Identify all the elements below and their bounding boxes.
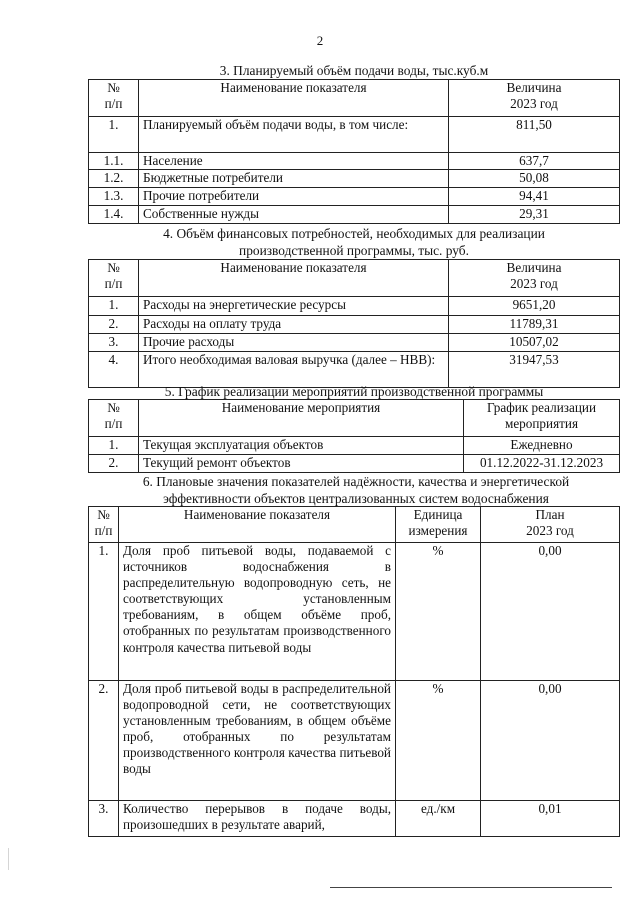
table-row (89, 455, 620, 473)
header-name: Наименование показателя (139, 260, 449, 297)
row-unit: % (396, 543, 481, 681)
row-value: 0,01 (481, 801, 620, 837)
header-value: График реализации мероприятия (464, 400, 620, 437)
section6-title: 6. Плановые значения показателей надёжности, качества и энергетической эффективности объектов централизованных систем водоснабжения (142, 474, 570, 507)
header-num: № п/п (89, 80, 139, 117)
row-value: 637,7 (449, 153, 620, 170)
table-header-row (89, 80, 620, 117)
header-value: Величина 2023 год (449, 80, 620, 117)
section6-table (88, 506, 620, 837)
row-value: 10507,02 (449, 334, 620, 352)
row-value: 50,08 (449, 170, 620, 188)
row-name: Доля проб питьевой воды в распределительной водопроводной сети, не соответствующих установленным требованиям, в общем объёме проб, отобранных по результатам производственного контроля качества питьевой воды (119, 681, 396, 801)
row-name: Текущая эксплуатация объектов (139, 437, 464, 455)
scan-mark (8, 848, 9, 870)
row-name: Население (139, 153, 449, 170)
row-name: Итого необходимая валовая выручка (далее – НВВ): (139, 352, 449, 388)
page-number: 2 (316, 33, 324, 48)
section5-title: 5. График реализации мероприятий производственной программы (164, 384, 544, 399)
row-name: Текущий ремонт объектов (139, 455, 464, 473)
row-name: Прочие расходы (139, 334, 449, 352)
section3-title: 3. Планируемый объём подачи воды, тыс.куб.м (219, 63, 489, 78)
row-num: 1.2. (89, 170, 139, 188)
row-value: Ежедневно (464, 437, 620, 455)
row-num: 4. (89, 352, 139, 388)
table-row (89, 316, 620, 334)
row-num: 3. (89, 801, 119, 837)
table-row (89, 801, 620, 837)
table-row (89, 206, 620, 224)
row-value: 31947,53 (449, 352, 620, 388)
table-row (89, 188, 620, 206)
table-header-row (89, 260, 620, 297)
row-value: 0,00 (481, 543, 620, 681)
header-name: Наименование показателя (119, 507, 396, 543)
row-value: 9651,20 (449, 297, 620, 316)
header-unit: Единица измерения (396, 507, 481, 543)
row-num: 1. (89, 543, 119, 681)
header-value: План 2023 год (481, 507, 620, 543)
header-name: Наименование мероприятия (139, 400, 464, 437)
row-num: 1. (89, 297, 139, 316)
row-num: 1.1. (89, 153, 139, 170)
section3-table (88, 79, 620, 224)
row-value: 811,50 (449, 117, 620, 153)
table-row (89, 681, 620, 801)
header-name: Наименование показателя (139, 80, 449, 117)
row-num: 2. (89, 316, 139, 334)
table-row (89, 543, 620, 681)
row-value: 29,31 (449, 206, 620, 224)
table-header-row (89, 507, 620, 543)
table-row (89, 153, 620, 170)
row-name: Планируемый объём подачи воды, в том числе: (139, 117, 449, 153)
table-row (89, 170, 620, 188)
header-num: № п/п (89, 400, 139, 437)
row-value: 0,00 (481, 681, 620, 801)
table-row (89, 117, 620, 153)
table-row (89, 334, 620, 352)
section5-table (88, 399, 620, 473)
header-num: № п/п (89, 260, 139, 297)
row-num: 3. (89, 334, 139, 352)
row-name: Доля проб питьевой воды, подаваемой с источников водоснабжения в распределительную водопроводную сеть, не соответствующих установленным требованиям, в общем объёме проб, отобранных по результатам производственного контроля качества питьевой воды (119, 543, 396, 681)
row-num: 2. (89, 455, 139, 473)
row-num: 1.3. (89, 188, 139, 206)
row-num: 2. (89, 681, 119, 801)
row-num: 1. (89, 437, 139, 455)
row-value: 11789,31 (449, 316, 620, 334)
row-name: Количество перерывов в подаче воды, произошедших в результате аварий, (119, 801, 396, 837)
row-unit: % (396, 681, 481, 801)
table-header-row (89, 400, 620, 437)
row-name: Бюджетные потребители (139, 170, 449, 188)
table-row (89, 297, 620, 316)
bottom-rule (330, 887, 612, 888)
row-value: 01.12.2022-31.12.2023 (464, 455, 620, 473)
row-name: Расходы на энергетические ресурсы (139, 297, 449, 316)
header-value: Величина 2023 год (449, 260, 620, 297)
header-num: № п/п (89, 507, 119, 543)
row-name: Собственные нужды (139, 206, 449, 224)
row-unit: ед./км (396, 801, 481, 837)
row-value: 94,41 (449, 188, 620, 206)
row-num: 1.4. (89, 206, 139, 224)
row-name: Расходы на оплату труда (139, 316, 449, 334)
row-num: 1. (89, 117, 139, 153)
section4-title: 4. Объём финансовых потребностей, необходимых для реализации производственной программы, тыс. руб. (163, 226, 545, 259)
table-row (89, 437, 620, 455)
section4-table (88, 259, 620, 388)
row-name: Прочие потребители (139, 188, 449, 206)
